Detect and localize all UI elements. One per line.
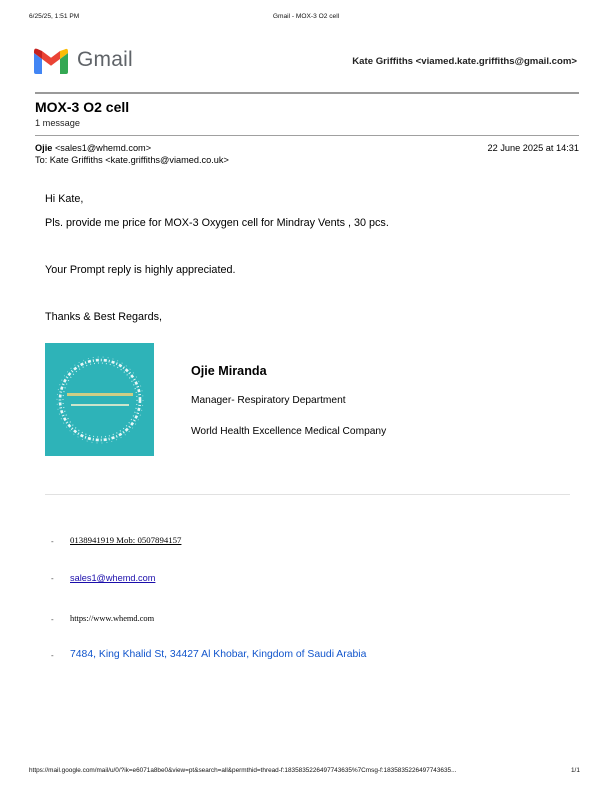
signature-company: World Health Excellence Medical Company xyxy=(191,426,387,437)
print-url: https://mail.google.com/mail/u/0/?ik=e6071a8be0&view=pt&search=all&permthid=thread-f:1835835226497743635%7Cmsg-f:1835835226497743635... xyxy=(29,767,457,774)
email-bullet: - xyxy=(51,574,54,583)
subject-divider xyxy=(35,135,579,136)
recipient-line: To: Kate Griffiths <kate.griffiths@viamed.co.uk> xyxy=(35,155,229,165)
signature-divider xyxy=(45,494,570,495)
sender-line xyxy=(35,143,151,153)
gmail-logo-icon[interactable] xyxy=(33,48,69,74)
print-datetime: 6/25/25, 1:51 PM xyxy=(29,13,80,20)
wreath-logo-icon xyxy=(45,343,154,456)
address-bullet: - xyxy=(51,651,54,660)
header-divider xyxy=(35,92,579,94)
closing-line: Thanks & Best Regards, xyxy=(45,311,163,323)
signature-name: Ojie Miranda xyxy=(191,364,267,378)
appreciation-line: Your Prompt reply is highly appreciated. xyxy=(45,264,236,276)
sender-email: <sales1@whemd.com> xyxy=(54,143,152,153)
signature-title: Manager- Respiratory Department xyxy=(191,395,346,406)
sender-name: Ojie xyxy=(35,143,53,153)
print-page-title: Gmail - MOX-3 O2 cell xyxy=(272,13,340,20)
message-count: 1 message xyxy=(35,118,80,128)
address-link[interactable]: 7484, King Khalid St, 34427 Al Khobar, Kingdom of Saudi Arabia xyxy=(70,649,367,660)
email-link[interactable]: sales1@whemd.com xyxy=(70,573,156,583)
account-identity: Kate Griffiths <viamed.kate.griffiths@gmail.com> xyxy=(352,56,577,67)
website-bullet: - xyxy=(51,615,54,624)
website-link[interactable]: https://www.whemd.com xyxy=(70,614,155,623)
phone-link[interactable]: 0138941919 Mob: 0507894157 xyxy=(70,535,182,545)
greeting: Hi Kate, xyxy=(45,193,84,205)
company-logo-image xyxy=(45,343,154,456)
print-page-number: 1/1 xyxy=(571,767,580,774)
request-line: Pls. provide me price for MOX-3 Oxygen cell for Mindray Vents , 30 pcs. xyxy=(45,217,389,229)
gmail-wordmark: Gmail xyxy=(77,48,133,71)
message-date: 22 June 2025 at 14:31 xyxy=(487,143,579,153)
phone-bullet: - xyxy=(51,537,54,546)
thread-subject: MOX-3 O2 cell xyxy=(35,99,130,115)
